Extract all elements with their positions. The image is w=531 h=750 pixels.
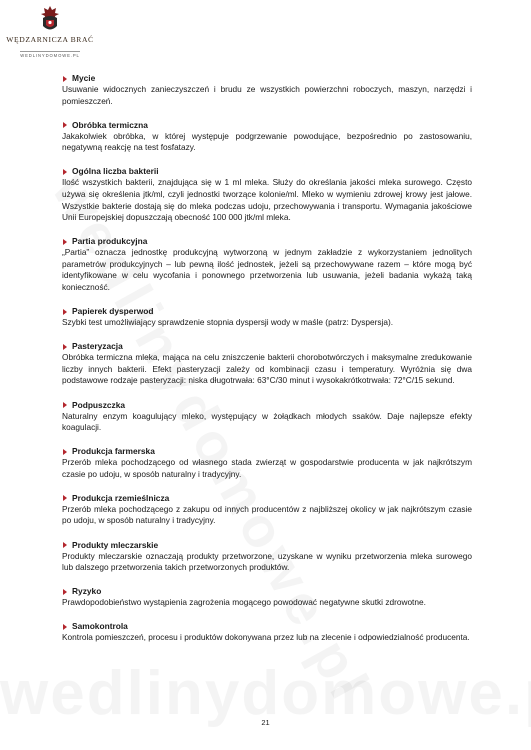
entry-definition: Produkty mleczarskie oznaczają produkty przetworzone, uzyskane w wyniku przetworzenia mleka surowego lub dalszego przetworzenia takich przetworzonych produktów. (62, 550, 472, 573)
bullet-arrow-icon (63, 122, 67, 128)
entry-term: Produkty mleczarskie (62, 540, 472, 551)
page-number: 21 (261, 718, 270, 727)
entry-definition: Kontrola pomieszczeń, procesu i produktów dokonywana przez lub na zlecenie i odpowiedzialność producenta. (62, 632, 470, 643)
bullet-arrow-icon (63, 449, 67, 455)
entry-definition: „Partia” oznacza jednostkę produkcyjną wytworzoną w jednym zakładzie z wykorzystaniem jednolitych parametrów produkcyjnych – lub pewną ilość jednostek, jeżeli są przechowywane razem – które mogą być identyfikowane w celu wycofania i ponownego przetworzenia lub usuwania, jeżeli badania wykażą taką konieczność. (62, 247, 472, 293)
bullet-arrow-icon (63, 542, 67, 548)
entry-produkty-mleczarskie (62, 540, 472, 574)
bullet-arrow-icon (63, 402, 67, 408)
bullet-arrow-icon (63, 309, 67, 315)
bullet-arrow-icon (63, 589, 67, 595)
entry-term: Partia produkcyjna (62, 236, 472, 247)
bullet-arrow-icon (63, 76, 67, 82)
entry-produkcja-farmerska (62, 446, 472, 480)
entry-term: Pasteryzacja (62, 341, 472, 352)
entry-definition: Szybki test umożliwiający sprawdzenie stopnia dyspersji wody w maśle (patrz: Dyspersja). (62, 317, 394, 328)
glossary-list (62, 73, 472, 656)
crest-icon (37, 4, 63, 34)
bullet-arrow-icon (63, 169, 67, 175)
entry-produkcja-rzemieslnicza (62, 493, 472, 527)
entry-obrobka-termiczna (62, 120, 472, 154)
entry-term: Produkcja farmerska (62, 446, 472, 457)
entry-ryzyko (62, 586, 472, 609)
entry-definition: Naturalny enzym koagulujący mleko, występujący w żołądkach młodych ssaków. Daje najlepsze efekty koagulacji. (62, 410, 472, 433)
entry-definition: Ilość wszystkich bakterii, znajdująca się w 1 ml mleka. Służy do określania jakości mleka surowego. Często używa się określenia jtk/ml, czyli jednostki tworzące kolonie/ml. Mleko w wymieniu zdrowej krowy jest jałowe. Wszystkie bakterie dostają się do mleka podczas udoju, przechowywania i transportu. Wymagania jakościowe Unii Europejskiej dopuszczają obecność 100 000 jtk/ml mleka. (62, 177, 472, 223)
entry-term: Mycie (62, 73, 472, 84)
bullet-arrow-icon (63, 495, 67, 501)
brand-name: WĘDZARNICZA BRAĆ (6, 35, 94, 44)
entry-definition: Przerób mleka pochodzącego z zakupu od innych producentów z najbliższej okolicy w jak najkrótszym czasie po udoju, w sposób naturalny i tradycyjny. (62, 503, 472, 526)
entry-definition: Usuwanie widocznych zanieczyszczeń i brudu ze wszystkich powierzchni roboczych, maszyn, narzędzi i pomieszczeń. (62, 84, 472, 106)
entry-podpuszczka (62, 400, 472, 434)
entry-definition: Przerób mleka pochodzącego od własnego stada zwierząt w gospodarstwie producenta w jak najkrótszym czasie po udoju, w sposób naturalny i tradycyjny. (62, 457, 472, 479)
site-url: WEDLINYDOMOWE.PL (20, 53, 80, 58)
entry-ogolna-liczba-bakterii (62, 166, 472, 223)
brand-logo[interactable] (0, 4, 100, 62)
entry-term: Ryzyko (62, 586, 472, 597)
entry-samokontrola (62, 621, 472, 644)
bullet-arrow-icon (63, 624, 67, 630)
entry-definition: Obróbka termiczna mleka, mająca na celu zniszczenie bakterii chorobotwórczych i maksymalne zredukowanie liczby innych bakterii. Efekt pasteryzacji zależy od kombinacji czasu i temperatury. Wyróżnia się dwa podstawowe rodzaje pasteryzacji: niska długotrwała: 63°C/30 minut i wysokakrótkotrwała: 72°C/15 sekund. (62, 352, 472, 386)
entry-mycie (62, 73, 472, 107)
entry-term: Samokontrola (62, 621, 472, 632)
entry-term: Obróbka termiczna (62, 120, 472, 131)
entry-partia-produkcyjna (62, 236, 472, 293)
entry-definition: Prawdopodobieństwo wystąpienia zagrożenia mogącego powodować negatywne skutki zdrowotne. (62, 597, 426, 608)
entry-papierek-dysperwod (62, 306, 472, 329)
entry-definition: Jakakolwiek obróbka, w której występuje podgrzewanie powodujące, bezpośrednio po zastosowaniu, negatywną reakcję na test fosfatazy. (62, 130, 472, 153)
entry-term: Produkcja rzemieślnicza (62, 493, 472, 504)
entry-term: Papierek dysperwod (62, 306, 472, 317)
entry-term: Podpuszczka (62, 400, 472, 411)
bullet-arrow-icon (63, 239, 67, 245)
bullet-arrow-icon (63, 344, 67, 350)
entry-term: Ogólna liczba bakterii (62, 166, 472, 177)
entry-pasteryzacja (62, 341, 472, 387)
